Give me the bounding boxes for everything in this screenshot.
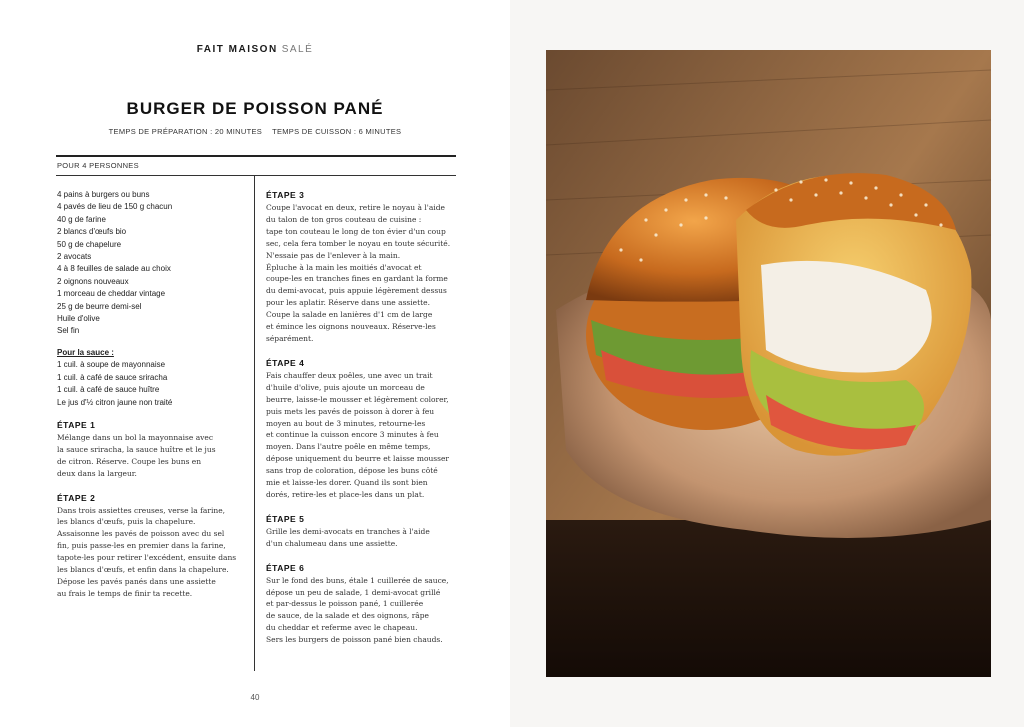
step-title: ÉTAPE 2 — [57, 492, 96, 503]
ingredient-item: 50 g de chapelure — [57, 239, 122, 249]
top-rule — [56, 155, 456, 157]
column-divider — [254, 175, 255, 671]
page-number: 40 — [250, 693, 260, 702]
sauce-item: 1 cuil. à café de sauce sriracha — [57, 372, 168, 382]
step-title: ÉTAPE 5 — [266, 513, 305, 524]
cook-time: TEMPS DE CUISSON : 6 MINUTES — [272, 127, 402, 136]
recipe-page — [0, 0, 510, 727]
right-column — [266, 189, 458, 658]
left-column — [57, 189, 249, 612]
fish-burger-photo — [546, 50, 991, 677]
ingredient-item: 40 g de farine — [57, 214, 106, 224]
ingredient-item: 2 avocats — [57, 252, 92, 262]
ingredient-item: 1 morceau de cheddar vintage — [57, 289, 166, 299]
step-text: Fais chauffer deux poêles, une avec un trait d'huile d'olive, puis ajoute un morceau de beurre, laisse-le mousser et légèrement colorer, puis mets les pavés de poisson à dorer à feu moyen au bout de 3 minutes, retourne-les et continue la cuisson encore 3 minutes à feu moyen. Dans l'autre poêle en même temps, dépose uniquement du beurre et laisse mousser sans trop de coloration, dépose les buns côté mie et laisse-les dorer. Quand ils sont bien dorés, retire-les et place-les dans un plat. — [266, 370, 450, 499]
sauce-item: 1 cuil. à soupe de mayonnaise — [57, 360, 166, 370]
step-text: Grille les demi-avocats en tranches à l'aide d'un chalumeau dans une assiette. — [266, 526, 430, 548]
ingredient-item: Sel fin — [57, 326, 80, 336]
recipe-title: BURGER DE POISSON PANÉ — [126, 99, 384, 118]
ingredient-item: 25 g de beurre demi-sel — [57, 301, 142, 311]
prep-time: TEMPS DE PRÉPARATION : 20 MINUTES — [108, 127, 263, 136]
burger-illustration — [546, 50, 991, 677]
step-2 — [57, 492, 249, 600]
step-4 — [266, 357, 458, 501]
ingredient-item: 2 oignons nouveaux — [57, 276, 129, 286]
step-text: Mélange dans un bol la mayonnaise avec la sauce sriracha, la sauce huître et le jus de citron. Réserve. Coupe les buns en deux dans la largeur. — [57, 432, 216, 478]
step-5 — [266, 513, 458, 550]
ingredient-item: 4 pains à burgers ou buns — [57, 190, 150, 199]
step-title: ÉTAPE 3 — [266, 190, 305, 200]
step-1 — [57, 419, 249, 480]
section-title: FAIT MAISON — [196, 44, 278, 55]
ingredient-item: 2 blancs d'œufs bio — [57, 227, 127, 237]
step-text: Coupe l'avocat en deux, retire le noyau à l'aide du talon de ton gros couteau de cuisine : tape ton couteau le long de ton évier d'un coup sec, cela fera tomber le noyau en toute sécurité. N'essaie pas de l'enlever à la main. Épluche à la main les moitiés d'avocat et coupe-les en tranches fines en gardant la forme du demi-avocat, puis appuie légèrement dessus pour les aplatir. Réserve dans une assiette. Coupe la salade en lanières d'1 cm de large et émince les oignons nouveaux. Réserve-les séparément. — [266, 203, 451, 343]
sauce-heading: Pour la sauce : — [57, 347, 114, 357]
section-header — [0, 44, 510, 55]
step-text: Sur le fond des buns, étale 1 cuillerée de sauce, dépose un peu de salade, 1 demi-avocat grillé et par-dessus le poisson pané, 1 cuillerée de sauce, de la salade et des oignons, râpe du cheddar et referme avec le chapeau. Sers les burgers de poisson pané bien chauds. — [266, 575, 449, 645]
ingredient-item: Huile d'olive — [57, 314, 100, 324]
sauce-item: 1 cuil. à café de sauce huître — [57, 385, 160, 395]
recipe-times — [0, 127, 510, 136]
step-3 — [266, 189, 458, 345]
photo-page — [510, 0, 1024, 727]
step-title: ÉTAPE 6 — [266, 562, 305, 573]
servings-rule — [56, 175, 456, 176]
sauce-item: Le jus d'½ citron jaune non traité — [57, 397, 173, 407]
step-text: Dans trois assiettes creuses, verse la farine, les blancs d'œufs, puis la chapelure. Assaisonne les pavés de poisson avec du sel fin, puis passe-les en premier dans la farine, tapote-les pour retirer l'excédent, ensuite dans les blancs d'œufs, et enfin dans la chapelure. Dépose les pavés panés dans une assiette au frais le temps de finir ta recette. — [57, 505, 237, 598]
step-title: ÉTAPE 4 — [266, 357, 305, 368]
step-title: ÉTAPE 1 — [57, 419, 96, 430]
sauce-list — [57, 359, 249, 409]
ingredient-item: 4 pavés de lieu de 150 g chacun — [57, 202, 173, 212]
ingredient-item: 4 à 8 feuilles de salade au choix — [57, 264, 171, 274]
servings: POUR 4 PERSONNES — [57, 161, 139, 170]
ingredient-list — [57, 189, 249, 338]
section-subtitle: SALÉ — [281, 44, 314, 55]
step-6 — [266, 562, 458, 646]
